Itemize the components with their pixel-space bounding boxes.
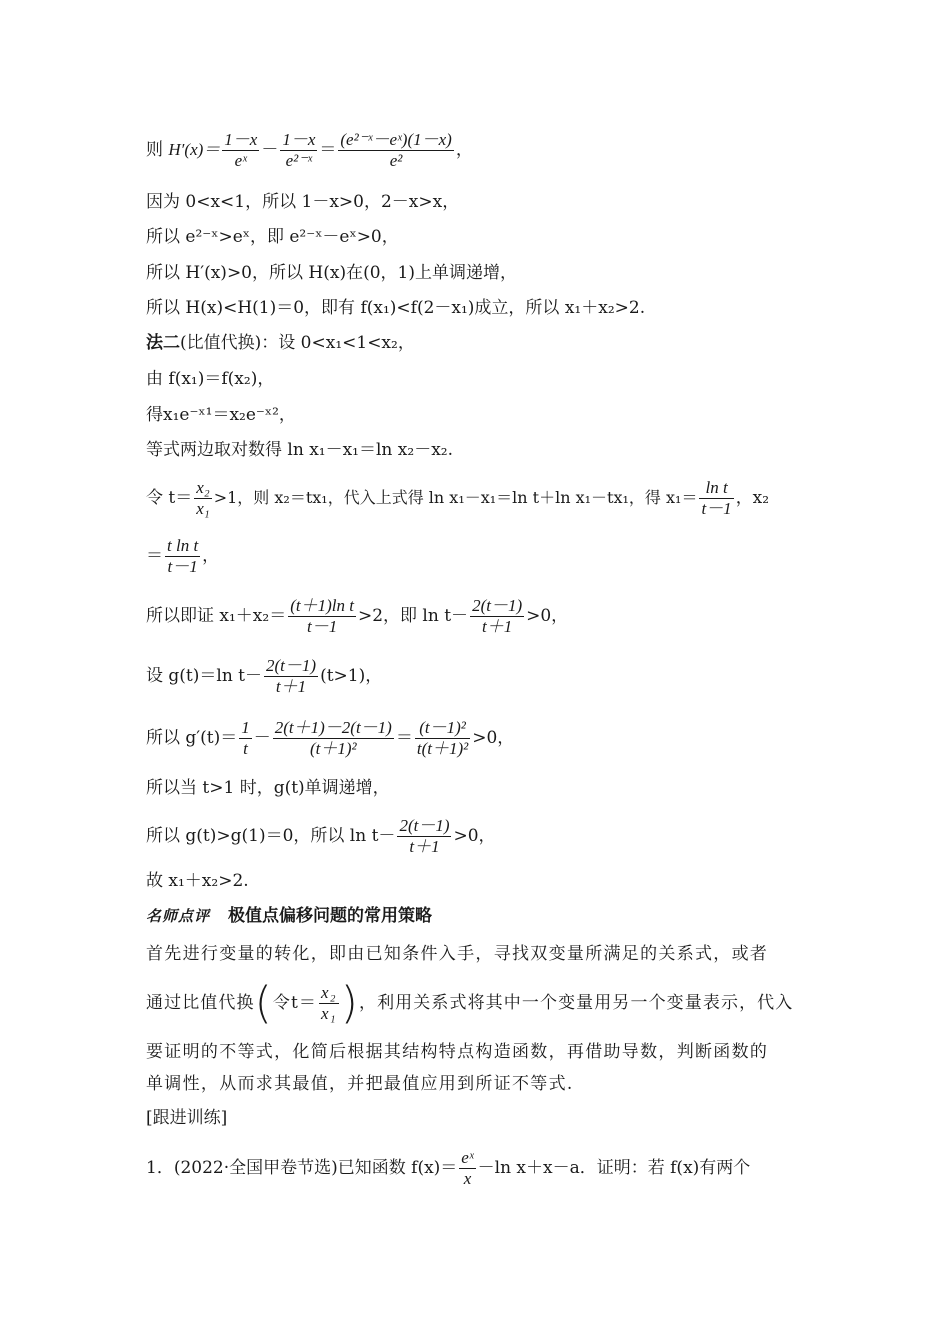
fraction: $\frac{\text{(t＋1)ln t}}{t-1}$	[290, 596, 354, 636]
conclusion-g-line: 所以 g(t)>g(1)＝0，所以 ln t－ $\frac{2(t-1)}{t+1}$ >0，	[146, 816, 496, 856]
text-line: 所以 e²⁻ˣ>eˣ，即 e²⁻ˣ－eˣ>0，	[146, 227, 399, 247]
fraction: $\frac{\text{(t－1)²}}{\text{t(t＋1)²}}$	[416, 718, 469, 758]
review-paragraph-line-4: 单调性，从而求其最值，并把最值应用到所证不等式.	[146, 1074, 574, 1094]
fraction: $\frac{\text{x₂}}{\text{x₁}}$	[196, 478, 210, 518]
fraction: $\frac{1-x}{\text{e²⁻ˣ}}$	[282, 130, 316, 170]
fraction: $\frac{\text{ln t}}{t-1}$	[701, 478, 732, 518]
question-1: 1．(2022·全国甲卷节选)已知函数 f(x)＝ $\frac{\text{eˣ}}{x}$ －ln x＋x－a．证明：若 f(x)有两个	[146, 1148, 751, 1188]
review-tag: 名师点评	[146, 907, 211, 925]
text-line: 因为 0<x<1，所以 1－x>0，2－x>x，	[146, 192, 460, 212]
review-paragraph-line-1: 首先进行变量的转化，即由已知条件入手，寻找双变量所满足的关系式，或者	[146, 944, 769, 964]
fraction: $\frac{1-x}{\text{eˣ}}$	[224, 130, 258, 170]
text-line: 所以 H(x)<H(1)＝0，即有 f(x₁)<f(2－x₁)成立，所以 x₁＋x₂>2.	[146, 298, 646, 318]
fraction: $\frac{2(t-1)}{t+1}$	[472, 596, 523, 636]
x2-expression-line: ＝ $\frac{\text{t ln t}}{t-1}$ ，	[146, 536, 220, 576]
practice-heading: [跟进训练]	[146, 1108, 228, 1128]
text-line: 由 f(x₁)＝f(x₂)，	[146, 369, 275, 389]
derivative-g-line: 所以 g′(t)＝ $\frac{1}{t}$ － $\frac{2(t+1)-2(t-1)}{\text{(t＋1)²}}$ ＝ $\frac{\text{(t－1)²}}{\text{t(t＋1)²}}$ >0，	[146, 718, 515, 758]
fraction: $\frac{2(t-1)}{t+1}$	[399, 816, 450, 856]
text-line: 故 x₁＋x₂>2.	[146, 871, 249, 891]
fraction: $\frac{2(t+1)-2(t-1)}{\text{(t＋1)²}}$	[274, 718, 392, 758]
text: 则	[146, 140, 163, 160]
derivative-H-line: 则 H′(x)＝ $\frac{1-x}{\text{eˣ}}$ － $\frac{1-x}{\text{e²⁻ˣ}}$ ＝ $\frac{\text{(e²⁻ˣ－eˣ)(1－x)}}{\text{e²}}$ ，	[146, 130, 473, 170]
fraction: $\frac{\text{x₂}}{\text{x₁}}$	[321, 983, 337, 1023]
math: H′(x)＝	[168, 140, 221, 159]
text: (比值代换)：设 0<x₁<1<x₂，	[180, 333, 415, 353]
review-heading	[146, 904, 432, 928]
review-paragraph-line-3: 要证明的不等式，化简后根据其结构特点构造函数，再借助导数，判断函数的	[146, 1042, 769, 1062]
define-g-line: 设 g(t)＝ln t－ $\frac{2(t-1)}{t+1}$ (t>1)，	[146, 656, 383, 696]
fraction: $\frac{\text{eˣ}}{x}$	[461, 1148, 474, 1188]
review-title: 极值点偏移问题的常用策略	[228, 906, 433, 926]
method-label: 法二	[146, 333, 180, 353]
left-paren: (	[254, 977, 273, 1029]
substitution-line: 令 t＝ $\frac{\text{x₂}}{\text{x₁}}$ >1，则 x₂＝tx₁，代入上式得 ln x₁－x₁＝ln t＋ln x₁－tx₁，得 x₁＝ $\frac{\text{ln t}}{t-1}$ ，x₂	[146, 478, 770, 518]
text-line: 等式两边取对数得 ln x₁－x₁＝ln x₂－x₂.	[146, 440, 453, 460]
text-line: 得x₁e⁻ˣ¹＝x₂e⁻ˣ²，	[146, 405, 296, 425]
review-paragraph-line-2: 通过比值代换(令t＝ $\frac{\text{x₂}}{\text{x₁}}$ )，利用关系式将其中一个变量用另一个变量表示，代入	[146, 977, 794, 1029]
right-paren: )	[340, 977, 359, 1029]
text-line: 所以当 t>1 时，g(t)单调递增，	[146, 778, 390, 798]
text-line: 所以 H′(x)>0，所以 H(x)在(0，1)上单调递增，	[146, 263, 517, 283]
fraction: $\frac{\text{t ln t}}{t-1}$	[167, 536, 199, 576]
fraction: $\frac{1}{t}$	[241, 718, 250, 758]
fraction: $\frac{2(t-1)}{t+1}$	[266, 656, 317, 696]
to-prove-line: 所以即证 x₁＋x₂＝ $\frac{\text{(t＋1)ln t}}{t-1}$ >2，即 ln t－ $\frac{2(t-1)}{t+1}$ >0，	[146, 596, 569, 636]
fraction: $\frac{\text{(e²⁻ˣ－eˣ)(1－x)}}{\text{e²}}$	[340, 130, 452, 170]
method-two-line	[146, 331, 415, 355]
